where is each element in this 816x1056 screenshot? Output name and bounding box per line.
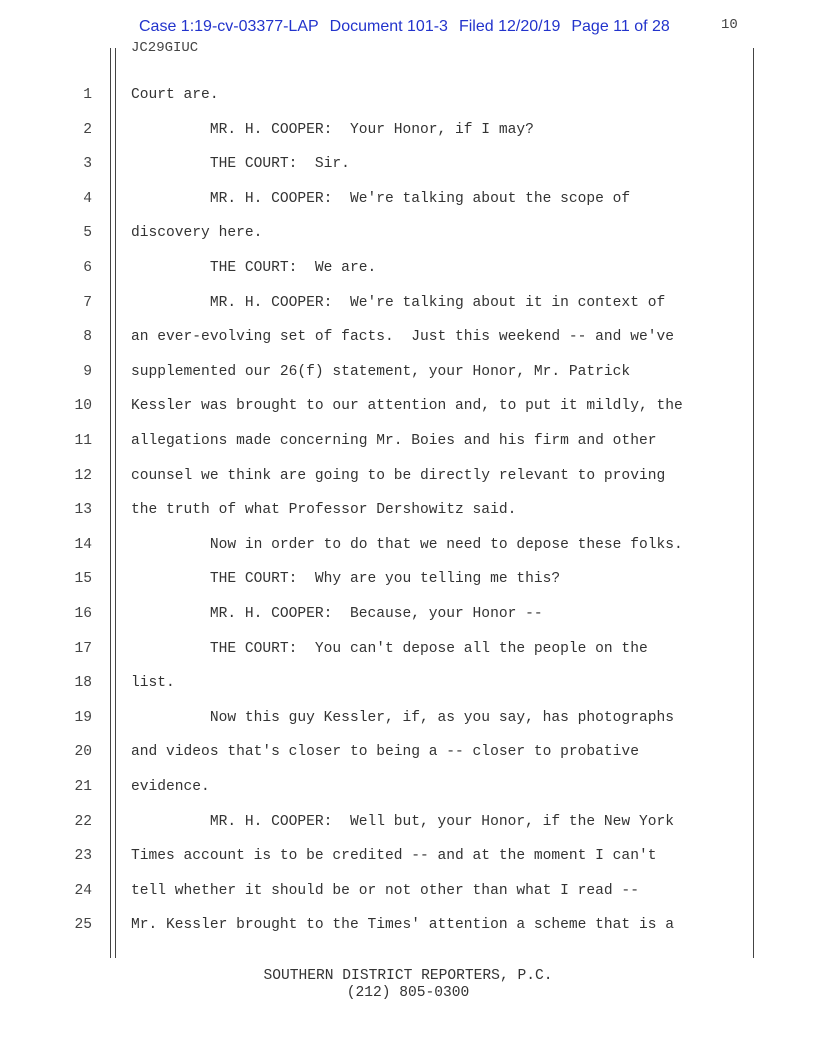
- line-text: tell whether it should be or not other than what I read --: [131, 882, 639, 899]
- line-text: the truth of what Professor Dershowitz said.: [131, 502, 517, 519]
- transcript-line: [0, 223, 816, 243]
- line-text: Times account is to be credited -- and at the moment I can't: [131, 848, 657, 865]
- line-number: 13: [74, 502, 92, 519]
- line-text: Now this guy Kessler, if, as you say, has photographs: [131, 709, 674, 726]
- line-number: 15: [74, 571, 92, 588]
- line-text: THE COURT: We are.: [131, 260, 377, 276]
- line-number: 9: [83, 363, 92, 380]
- transcript-line: [0, 777, 816, 797]
- line-text: supplemented our 26(f) statement, your Honor, Mr. Patrick: [131, 363, 631, 380]
- transcript-line: [0, 466, 816, 486]
- document-number: Document 101-3: [329, 18, 448, 35]
- case-header: [139, 18, 681, 36]
- line-number: 21: [74, 779, 92, 795]
- transcript-line: [0, 396, 816, 416]
- line-number: 17: [74, 640, 92, 657]
- line-number: 2: [83, 121, 92, 138]
- line-text: MR. H. COOPER: We're talking about it in context of: [131, 294, 666, 311]
- line-number: 10: [74, 398, 92, 415]
- filed-date: Filed 12/20/19: [458, 18, 561, 35]
- page-of-total: Page 11 of 28: [571, 18, 670, 35]
- transcript-line: [0, 362, 816, 382]
- transcript-line: [0, 881, 816, 901]
- line-number: 14: [74, 536, 92, 553]
- transcript-line: [0, 673, 816, 693]
- transcript-line: [0, 915, 816, 935]
- transcript-page-number: 10: [721, 17, 738, 33]
- transcript-line: [0, 500, 816, 520]
- line-text: THE COURT: Sir.: [131, 156, 350, 173]
- line-text: THE COURT: Why are you telling me this?: [131, 571, 561, 588]
- line-text: THE COURT: You can't depose all the people on the: [131, 640, 648, 657]
- transcript-line: [0, 327, 816, 347]
- line-text: allegations made concerning Mr. Boies and his firm and other: [131, 433, 657, 449]
- line-number: 23: [74, 848, 92, 865]
- line-text: counsel we think are going to be directly relevant to proving: [131, 467, 666, 484]
- line-text: discovery here.: [131, 225, 263, 242]
- line-text: MR. H. COOPER: We're talking about the scope of: [131, 190, 631, 207]
- document-code: JC29GIUC: [131, 40, 199, 56]
- line-number: 25: [74, 917, 92, 934]
- line-number: 8: [83, 329, 92, 346]
- case-number: Case 1:19-cv-03377-LAP: [139, 18, 319, 35]
- transcript-line: [0, 293, 816, 313]
- line-number: 3: [83, 156, 92, 173]
- line-number: 5: [83, 225, 92, 242]
- transcript-line: [0, 189, 816, 209]
- transcript-line: [0, 258, 816, 278]
- footer-reporter: SOUTHERN DISTRICT REPORTERS, P.C.: [263, 968, 553, 984]
- line-number: 11: [74, 433, 92, 449]
- line-number: 1: [83, 87, 92, 103]
- line-text: an ever-evolving set of facts. Just this weekend -- and we've: [131, 329, 674, 346]
- line-number: 22: [74, 813, 92, 830]
- line-number: 18: [74, 675, 92, 692]
- line-number: 20: [74, 744, 92, 761]
- transcript-line: [0, 639, 816, 659]
- transcript-line: [0, 846, 816, 866]
- transcript-line: [0, 569, 816, 589]
- line-text: MR. H. COOPER: Well but, your Honor, if the New York: [131, 813, 674, 830]
- line-text: Court are.: [131, 87, 219, 103]
- line-number: 6: [83, 260, 92, 276]
- transcript-line: [0, 535, 816, 555]
- line-number: 16: [74, 606, 92, 622]
- line-text: Kessler was brought to our attention and, to put it mildly, the: [131, 398, 683, 415]
- line-number: 19: [74, 709, 92, 726]
- transcript-line: [0, 708, 816, 728]
- line-number: 12: [74, 467, 92, 484]
- line-number: 4: [83, 190, 92, 207]
- line-text: list.: [131, 675, 175, 692]
- transcript-line: [0, 120, 816, 140]
- line-text: and videos that's closer to being a -- closer to probative: [131, 744, 639, 761]
- transcript-line: [0, 604, 816, 624]
- line-number: 24: [74, 882, 92, 899]
- footer-phone: (212) 805-0300: [346, 985, 470, 1001]
- line-text: Now in order to do that we need to depose these folks.: [131, 536, 683, 553]
- transcript-line: [0, 431, 816, 451]
- footer: [0, 968, 816, 1002]
- line-text: MR. H. COOPER: Your Honor, if I may?: [131, 121, 534, 138]
- line-number: 7: [83, 294, 92, 311]
- line-text: MR. H. COOPER: Because, your Honor --: [131, 606, 543, 622]
- line-text: evidence.: [131, 779, 210, 795]
- line-text: Mr. Kessler brought to the Times' attention a scheme that is a: [131, 917, 674, 934]
- transcript-line: [0, 742, 816, 762]
- transcript-line: [0, 812, 816, 832]
- transcript-line: [0, 85, 816, 105]
- transcript-line: [0, 154, 816, 174]
